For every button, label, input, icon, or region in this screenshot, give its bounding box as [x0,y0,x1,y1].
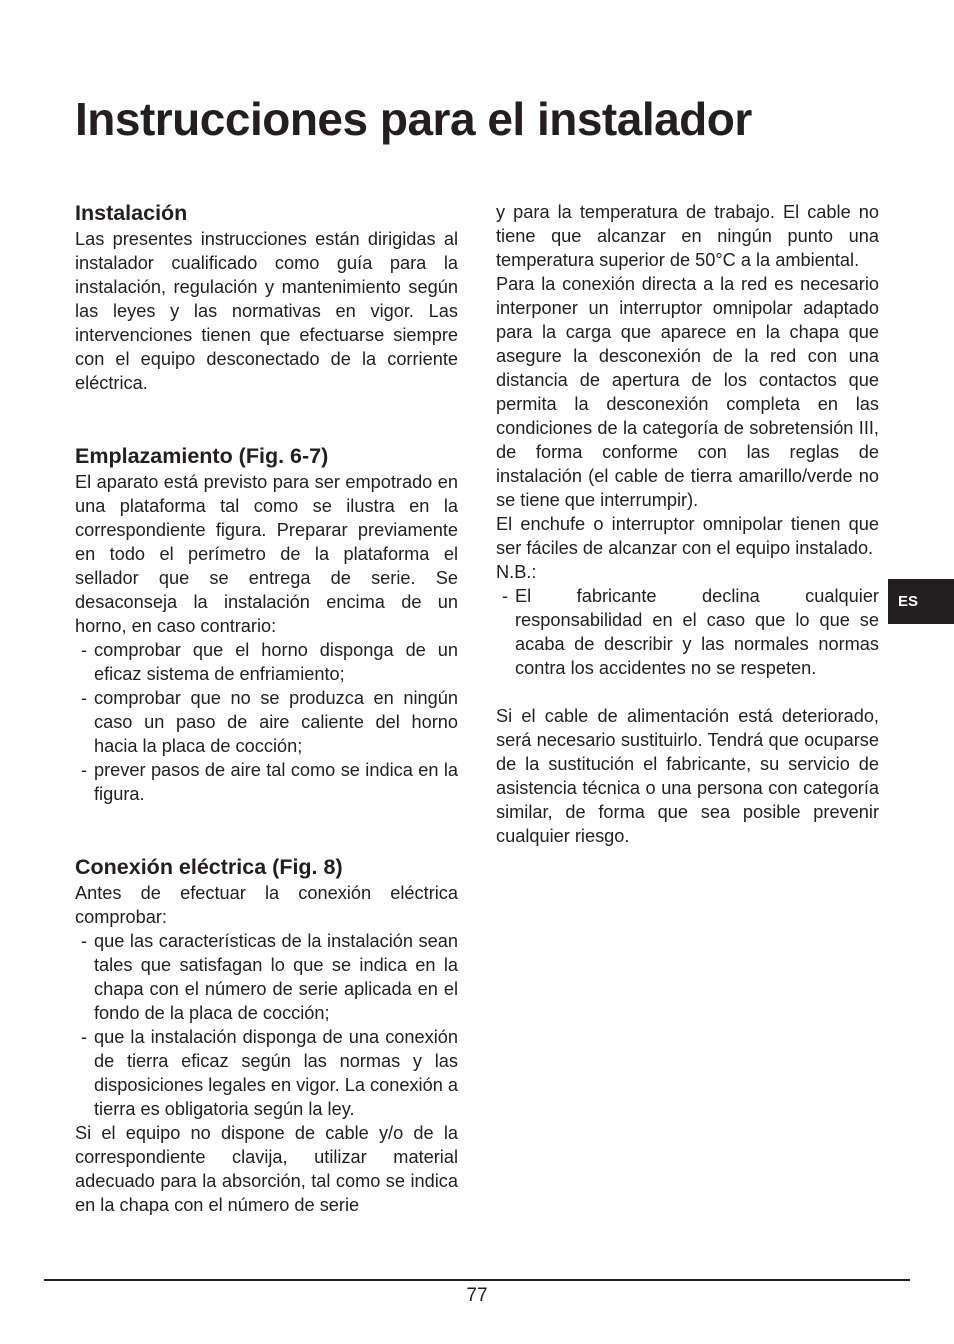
paragraph-temperatura: y para la temperatura de trabajo. El cable no tiene que alcanzar en ningún punto una temperatura superior de 50°C a la ambiental. [496,202,879,270]
left-column [75,200,458,1217]
spacer [496,680,879,704]
nb-label: N.B.: [496,562,537,582]
paragraph-cable-deteriorado: Si el cable de alimentación está deteriorado, será necesario sustituirlo. Tendrá que ocuparse de la sustitución el fabricante, su servicio de asistencia técnica o una persona con categoría similar, de forma que sea posible prevenir cualquier riesgo. [496,706,879,846]
list-item [496,584,879,680]
list-item-text: prever pasos de aire tal como se indica en la figura. [94,760,458,804]
spacer [75,806,458,854]
paragraph-instalacion: Las presentes instrucciones están dirigidas al instalador cualificado como guía para la instalación, regulación y mantenimiento según las leyes y las normativas en vigor. Las intervenciones tienen que efectuarse siempre con el equipo desconectado de la corriente eléctrica. [75,229,458,393]
list-dash: - [81,1027,88,1047]
list-item-text: comprobar que no se produzca en ningún caso un paso de aire caliente del horno hacia la placa de cocción; [94,688,458,756]
list-item [75,638,458,686]
list-item [75,929,458,1025]
paragraph-conexion-intro: Antes de efectuar la conexión eléctrica comprobar: [75,883,458,927]
language-tab: ES [888,579,954,624]
list-dash: - [81,931,88,951]
page-title: Instrucciones para el instalador [75,93,752,145]
list-dash: - [81,688,88,708]
page-number: 77 [466,1285,488,1306]
list-item-text: que las características de la instalación sean tales que satisfagan lo que se indica en la chapa con el número de serie aplicada en el fondo de la placa de cocción; [94,931,458,1023]
paragraph-conexion: Si el equipo no dispone de cable y/o de la correspondiente clavija, utilizar material adecuado para la absorción, tal como se indica en la chapa con el número de serie [75,1123,458,1215]
list-item [75,758,458,806]
list-nb [496,584,879,680]
list-item-text: El fabricante declina cualquier responsabilidad en el caso que lo que se acaba de describir y las normales normas contra los accidentes no se respeten. [515,586,879,678]
footer-divider [44,1279,910,1281]
paragraph-emplazamiento: El aparato está previsto para ser empotrado en una plataforma tal como se ilustra en la correspondiente figura. Preparar previamente en todo el perímetro de la plataforma el sellador que se entrega de serie. Se desaconseja la instalación encima de un horno, en caso contrario: [75,472,458,636]
list-item-text: comprobar que el horno disponga de un eficaz sistema de enfriamiento; [94,640,458,684]
section-heading-conexion: Conexión eléctrica (Fig. 8) [75,855,343,879]
list-dash: - [81,640,88,660]
spacer [75,395,458,443]
list-item [75,1025,458,1121]
paragraph-enchufe: El enchufe o interruptor omnipolar tienen que ser fáciles de alcanzar con el equipo instalado. [496,514,879,558]
list-dash: - [502,586,509,606]
section-heading-emplazamiento: Emplazamiento (Fig. 6-7) [75,444,329,468]
section-heading-instalacion: Instalación [75,201,188,225]
right-column [496,200,879,848]
list-conexion [75,929,458,1121]
list-item-text: que la instalación disponga de una conexión de tierra eficaz según las normas y las disposiciones legales en vigor. La conexión a tierra es obligatoria según la ley. [94,1027,458,1119]
list-emplazamiento [75,638,458,806]
list-dash: - [81,760,88,780]
list-item [75,686,458,758]
paragraph-conexion-directa: Para la conexión directa a la red es necesario interponer un interruptor omnipolar adaptado para la carga que aparece en la chapa que asegure la desconexión de la red con una distancia de apertura de los contactos que permita la desconexión completa en las condiciones de la categoría de sobretensión III, de forma conforme con las reglas de instalación (el cable de tierra amarillo/verde no se tiene que interrumpir). [496,274,879,510]
